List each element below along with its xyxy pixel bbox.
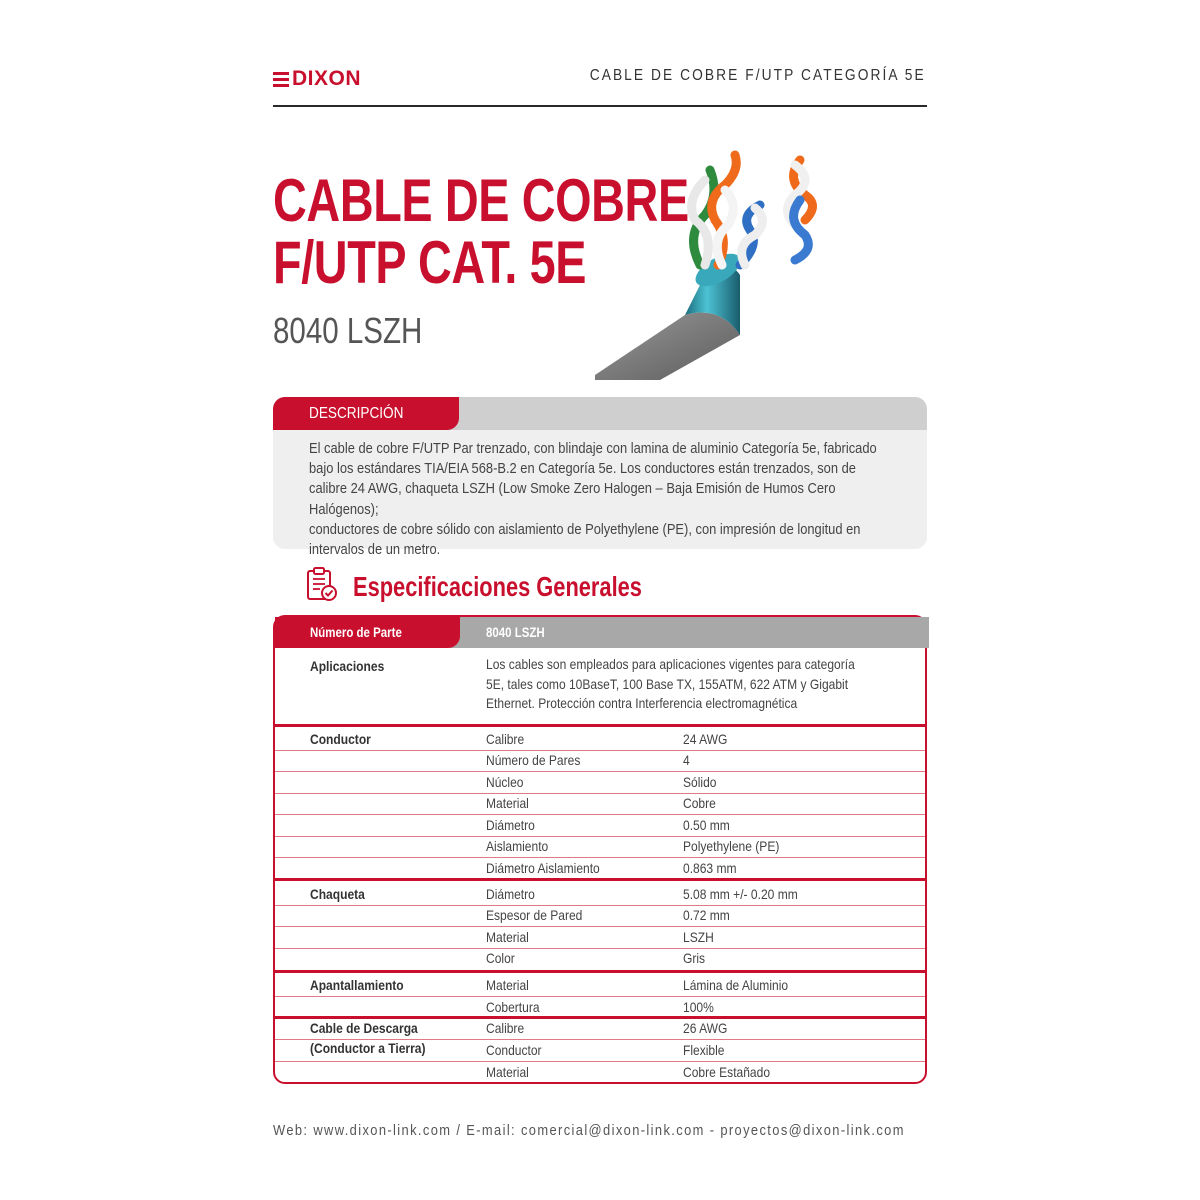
part-number-label: Número de Parte — [310, 625, 402, 640]
spec-table-header — [275, 617, 929, 648]
spec-property: Diámetro — [486, 817, 535, 833]
group-label-conductor: Conductor — [310, 731, 371, 747]
spec-property: Diámetro — [486, 886, 535, 902]
part-number-value: 8040 LSZH — [486, 625, 545, 640]
spec-value: 0.863 mm — [683, 860, 737, 876]
row-separator — [275, 905, 925, 906]
row-separator — [275, 857, 925, 858]
title-line-1: CABLE DE COBRE — [273, 167, 689, 234]
spec-property: Calibre — [486, 731, 525, 747]
description-line: El cable de cobre F/UTP Par trenzado, con blindaje con lamina de aluminio Categoría 5e, fabricado — [309, 440, 877, 457]
spec-value: Cobre Estañado — [683, 1064, 771, 1080]
row-separator — [275, 996, 925, 997]
dixon-logo-mark-icon — [273, 72, 289, 87]
spec-value: Lámina de Aluminio — [683, 977, 789, 993]
spec-value: 100% — [683, 999, 714, 1015]
spec-property: Material — [486, 977, 529, 993]
description-line: calibre 24 AWG, chaqueta LSZH (Low Smoke Zero Halogen – Baja Emisión de Humos Cero Halógenos); — [309, 480, 836, 518]
header-divider — [273, 105, 927, 107]
footer-contact: Web: www.dixon-link.com / E-mail: comercial@dixon-link.com - proyectos@dixon-link.com — [273, 1122, 905, 1139]
row-separator — [275, 771, 925, 772]
spec-value: 24 AWG — [683, 731, 728, 747]
applications-line: Los cables son empleados para aplicaciones vigentes para categoría — [486, 656, 855, 672]
row-separator — [275, 836, 925, 837]
group-separator — [275, 878, 925, 881]
spec-property: Diámetro Aislamiento — [486, 860, 600, 876]
spec-value: Flexible — [683, 1042, 725, 1058]
spec-value: 26 AWG — [683, 1020, 728, 1036]
applications-line: 5E, tales como 10BaseT, 100 Base TX, 155ATM, 622 ATM y Gigabit — [486, 675, 849, 692]
row-separator — [275, 814, 925, 815]
spec-property: Color — [486, 950, 515, 966]
description-line: bajo los estándares TIA/EIA 568-B.2 en Categoría 5e. Los conductores están trenzados, son de — [309, 460, 856, 478]
row-separator — [275, 948, 925, 949]
spec-value: Cobre — [683, 795, 716, 811]
model-number: 8040 LSZH — [273, 310, 423, 351]
row-separator — [275, 1061, 925, 1062]
description-text — [309, 439, 894, 560]
description-tab — [273, 397, 459, 430]
spec-property: Núcleo — [486, 774, 524, 790]
spec-value: 4 — [683, 752, 690, 768]
description-line: intervalos de un metro. — [309, 541, 441, 559]
group-separator — [275, 724, 925, 727]
dixon-logo — [273, 67, 361, 91]
group-separator — [275, 1016, 925, 1019]
spec-property: Calibre — [486, 1020, 525, 1036]
spec-value: Sólido — [683, 774, 717, 790]
spec-property: Material — [486, 929, 529, 945]
group-label-cable-descarga: Cable de Descarga — [310, 1020, 418, 1036]
brand-name: DIXON — [292, 67, 362, 90]
spec-value: 5.08 mm +/- 0.20 mm — [683, 886, 798, 902]
specs-heading: Especificaciones Generales — [353, 571, 642, 602]
spec-property: Material — [486, 1064, 529, 1080]
part-number-tab — [275, 617, 460, 648]
spec-property: Cobertura — [486, 999, 540, 1015]
row-separator — [275, 793, 925, 794]
spec-table — [273, 615, 927, 1084]
row-separator — [275, 1039, 925, 1040]
spec-value: Gris — [683, 950, 706, 966]
description-line: conductores de cobre sólido con aislamiento de Polyethylene (PE), con impresión de longitud en — [309, 520, 861, 538]
group-label-apantallamiento: Apantallamiento — [310, 977, 404, 993]
spec-value: Polyethylene (PE) — [683, 838, 780, 854]
spec-value: 0.72 mm — [683, 907, 730, 923]
applications-label: Aplicaciones — [310, 658, 385, 674]
spec-clipboard-icon — [306, 566, 338, 602]
description-label: DESCRIPCIÓN — [309, 405, 404, 422]
applications-line: Ethernet. Protección contra Interferencia electromagnética — [486, 695, 798, 711]
spec-value: LSZH — [683, 929, 714, 945]
spec-property: Espesor de Pared — [486, 907, 583, 923]
group-label-chaqueta: Chaqueta — [310, 886, 365, 902]
row-separator — [275, 926, 925, 927]
applications-text — [486, 655, 864, 714]
spec-property: Aislamiento — [486, 838, 549, 854]
spec-property: Número de Pares — [486, 752, 581, 768]
row-separator — [275, 750, 925, 751]
spec-property: Conductor — [486, 1042, 542, 1058]
group-sublabel-cable-descarga: (Conductor a Tierra) — [310, 1040, 426, 1056]
cable-product-image — [590, 140, 840, 380]
title-line-2: F/UTP CAT. 5E — [273, 229, 587, 296]
header-title: CABLE DE COBRE F/UTP CATEGORÍA 5E — [590, 67, 926, 84]
description-panel — [273, 397, 927, 559]
spec-value: 0.50 mm — [683, 817, 730, 833]
spec-property: Material — [486, 795, 529, 811]
group-separator — [275, 970, 925, 973]
